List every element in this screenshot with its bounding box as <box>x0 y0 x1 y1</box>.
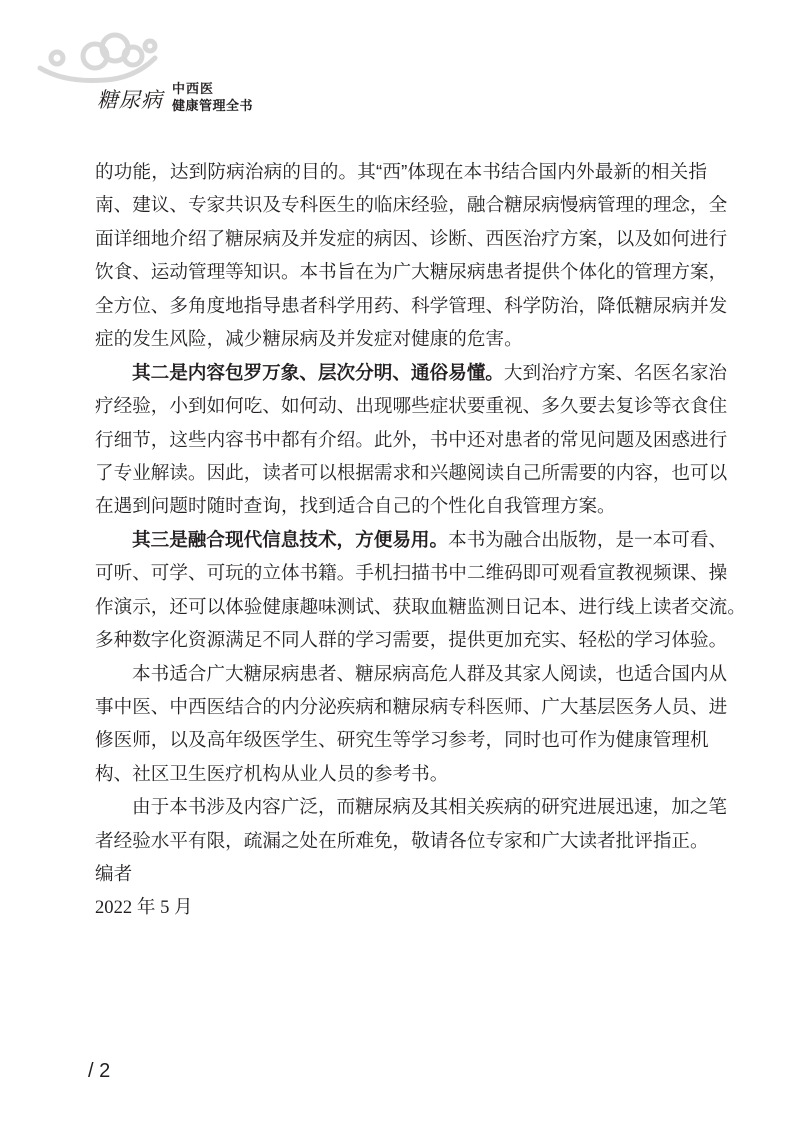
text-line <box>95 690 728 723</box>
line-text: 面详细地介绍了糖尿病及并发症的病因、诊断、西医治疗方案，以及如何进行 <box>95 227 728 249</box>
body-text <box>95 155 746 924</box>
text-line <box>95 356 728 389</box>
text-line <box>95 590 746 623</box>
line-text: 本书适合广大糖尿病患者、糖尿病高危人群及其家人阅读，也适合国内从 <box>132 662 728 684</box>
line-text: 南、建议、专家共识及专科医生的临床经验，融合糖尿病慢病管理的理念，全 <box>95 194 728 216</box>
text-line <box>95 456 728 489</box>
line-text: 行细节，这些内容书中都有介绍。此外，书中还对患者的常见问题及困惑进行 <box>95 428 728 450</box>
line-text: 事中医、中西医结合的内分泌疾病和糖尿病专科医师、广大基层医务人员、进 <box>95 696 728 717</box>
text-line <box>95 322 707 355</box>
line-text: 了专业解读。因此，读者可以根据需求和兴趣阅读自己所需要的内容，也可以 <box>95 461 728 483</box>
text-line <box>95 155 707 188</box>
text-line <box>95 623 728 656</box>
page-number: / 2 <box>88 1060 111 1082</box>
line-text: 构、社区卫生医疗机构从业人员的参考书。 <box>95 762 449 784</box>
line-text: 症的发生风险，减少糖尿病及并发症对健康的危害。 <box>95 328 523 350</box>
text-line <box>95 389 728 422</box>
line-text: 全方位、多角度地指导患者科学用药、科学管理、科学防治，降低糖尿病并发 <box>95 294 728 316</box>
line-text: 疗经验，小到如何吃、如何动、出现哪些症状要重视、多久要去复诊等衣食住 <box>95 395 728 417</box>
text-line <box>95 289 728 322</box>
line-text: 可听、可学、可玩的立体书籍。手机扫描书中二维码即可观看宣教视频课、操 <box>95 562 728 584</box>
line-text: 作演示，还可以体验健康趣味测试、获取血糖监测日记本、进行线上读者交流。 <box>95 595 746 617</box>
text-line <box>95 790 728 823</box>
book-logo-subtitle-2: 健康管理全书 <box>172 98 254 113</box>
text-line <box>95 222 728 255</box>
text-line <box>95 556 728 589</box>
text-line <box>95 255 728 288</box>
text-line <box>95 757 707 790</box>
text-line <box>95 423 728 456</box>
bold-lead: 其三是融合现代信息技术，方便易用。 <box>132 528 449 550</box>
book-logo-subtitle-1: 中西医 <box>172 81 215 96</box>
running-header <box>35 28 275 118</box>
book-logo-title: 糖尿病 <box>97 88 163 112</box>
line-text: 修医师，以及高年级医学生、研究生等学习参考，同时也可作为健康管理机 <box>95 729 709 751</box>
line-text: 饮食、运动管理等知识。本书旨在为广大糖尿病患者提供个体化的管理方案， <box>95 261 728 283</box>
text-line <box>95 188 728 221</box>
line-text: 者经验水平有限，疏漏之处在所难免，敬请各位专家和广大读者批评指正。 <box>95 829 709 851</box>
line-text: 的功能，达到防病治病的目的。其“西”体现在本书结合国内外最新的相关指 <box>95 161 707 182</box>
signature: 编者 <box>95 863 133 885</box>
bold-lead: 其二是内容包罗万象、层次分明、通俗易懂。 <box>132 361 504 383</box>
text-line <box>95 489 707 522</box>
line-text: 本书为融合出版物，是一本可看、 <box>448 528 728 550</box>
line-text: 多种数字化资源满足不同人群的学习需要，提供更加充实、轻松的学习体验。 <box>95 629 728 651</box>
text-line <box>95 723 707 756</box>
line-text: 由于本书涉及内容广泛，而糖尿病及其相关疾病的研究进展迅速，加之笔 <box>132 796 728 818</box>
date: 2022 年 5 月 <box>95 896 193 918</box>
line-text: 大到治疗方案、名医名家治 <box>503 361 728 383</box>
text-line <box>95 824 707 857</box>
line-text: 在遇到问题时随时查询，找到适合自己的个性化自我管理方案。 <box>95 495 616 517</box>
text-line <box>95 657 728 690</box>
text-line <box>95 523 728 556</box>
